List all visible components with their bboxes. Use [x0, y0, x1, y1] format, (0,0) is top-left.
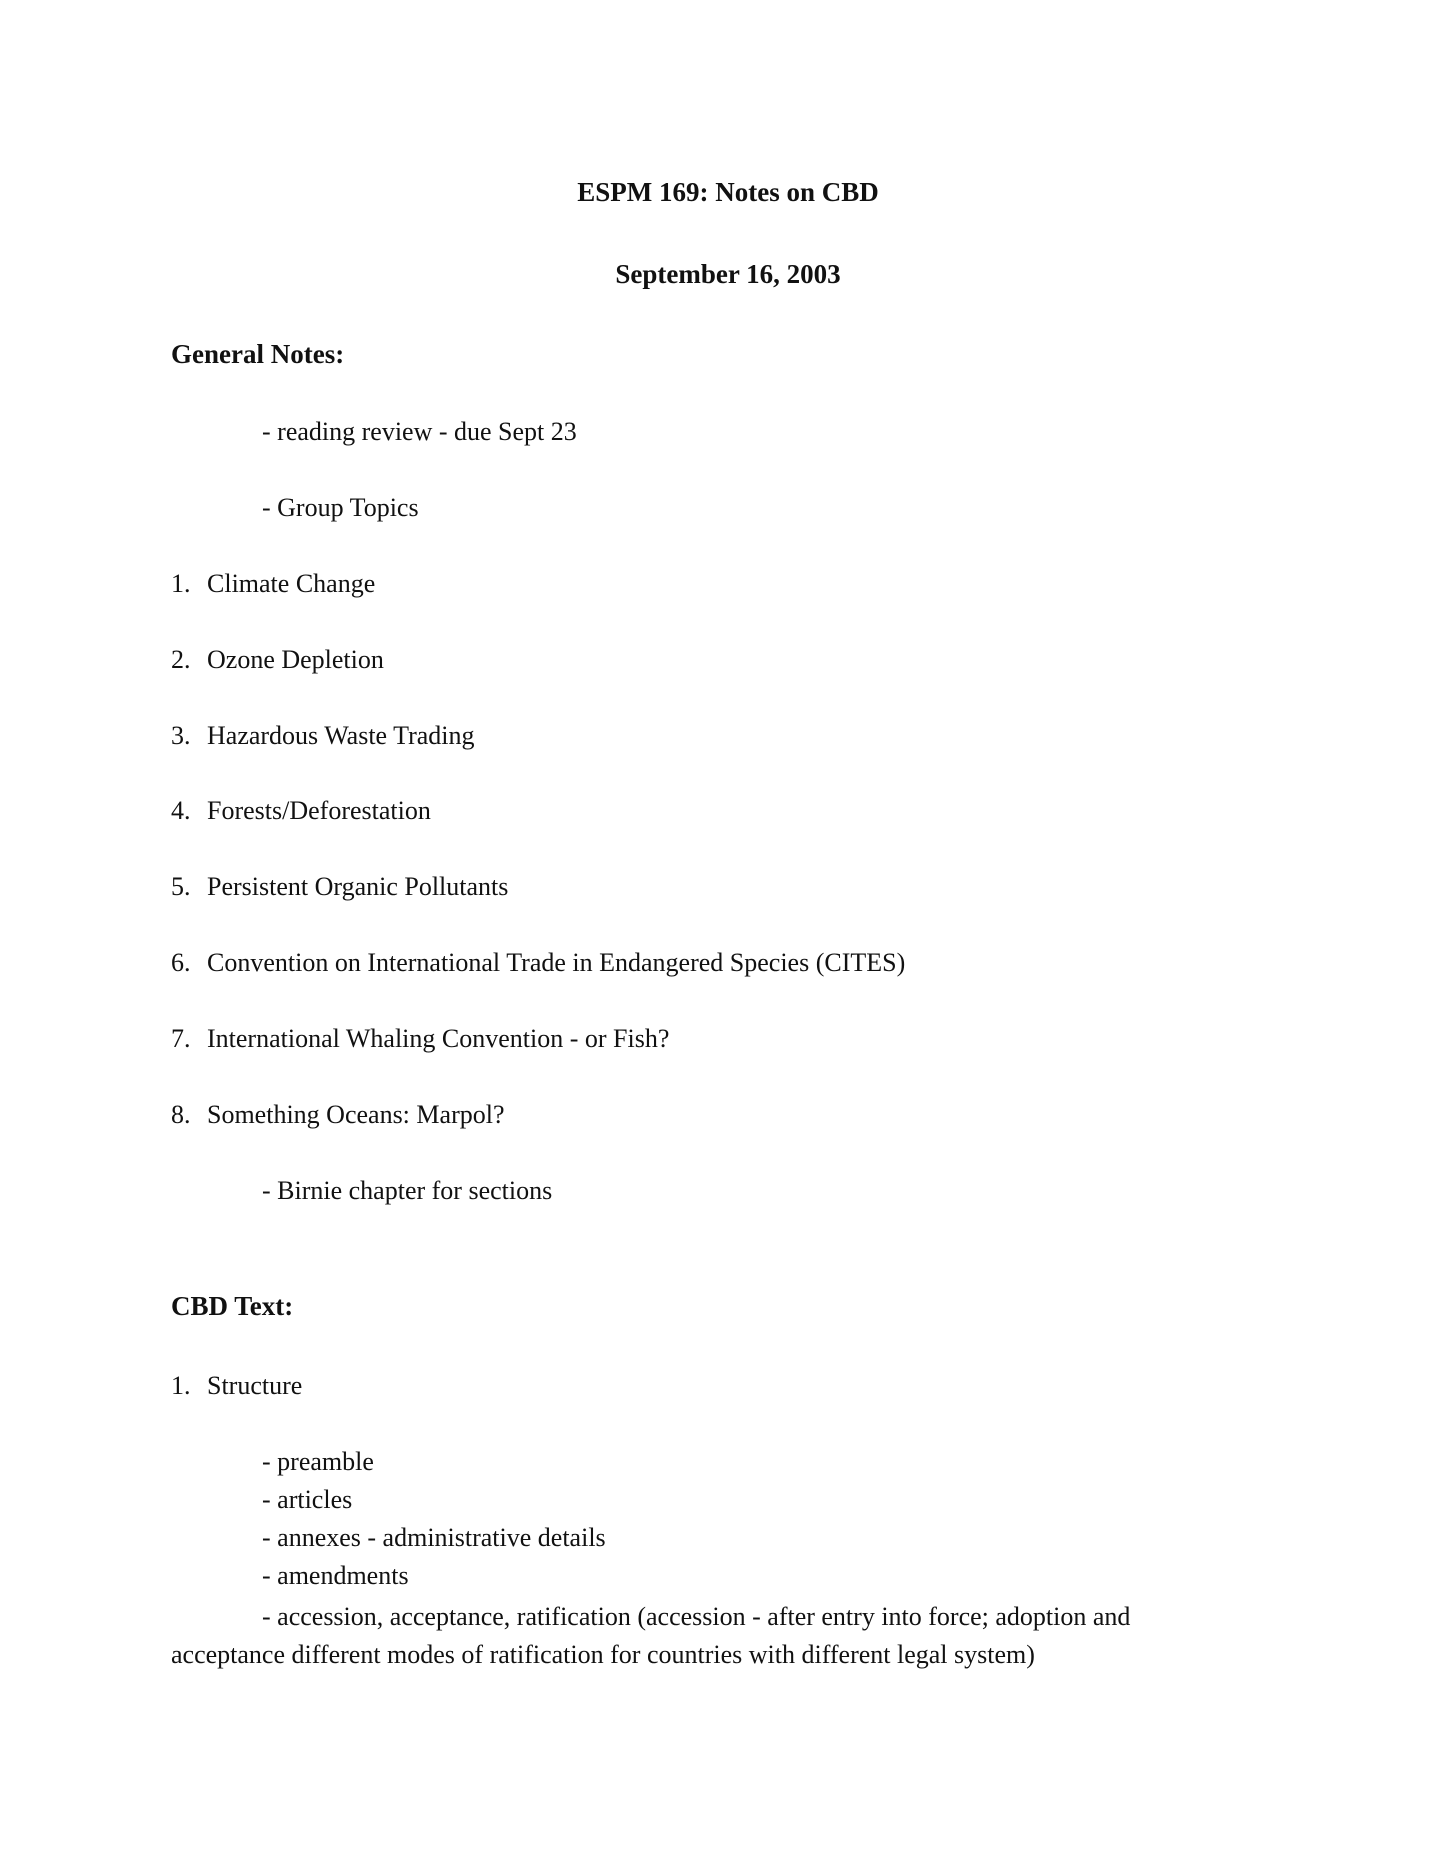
topic-number: 6. — [171, 948, 191, 977]
topic-text: Forests/Deforestation — [207, 796, 431, 825]
structure-bullet-articles: - articles — [262, 1485, 353, 1514]
topic-item — [171, 795, 431, 827]
structure-bullet-preamble: - preamble — [262, 1447, 374, 1476]
note-reading-review: - reading review - due Sept 23 — [262, 417, 577, 446]
general-notes-heading: General Notes: — [171, 339, 345, 369]
topic-item — [171, 644, 384, 676]
topic-item — [171, 947, 905, 979]
cbd-item-number: 1. — [171, 1371, 191, 1400]
structure-bullet-annexes: - annexes - administrative details — [262, 1523, 606, 1552]
document-title: ESPM 169: Notes on CBD — [577, 177, 879, 207]
note-group-topics: - Group Topics — [262, 493, 419, 522]
note-birnie-chapter: - Birnie chapter for sections — [262, 1176, 553, 1205]
topic-number: 1. — [171, 569, 191, 598]
cbd-item-text: Structure — [207, 1371, 303, 1400]
topic-text: Something Oceans: Marpol? — [207, 1100, 505, 1129]
topic-number: 8. — [171, 1100, 191, 1129]
topic-text: Climate Change — [207, 569, 376, 598]
document-date: September 16, 2003 — [615, 259, 841, 289]
topic-item — [171, 568, 375, 600]
topic-item — [171, 1023, 669, 1055]
cbd-item-structure — [171, 1370, 302, 1402]
topic-text: Hazardous Waste Trading — [207, 721, 475, 750]
topic-number: 4. — [171, 796, 191, 825]
topic-number: 5. — [171, 872, 191, 901]
topic-number: 7. — [171, 1024, 191, 1053]
topic-text: Convention on International Trade in Endangered Species (CITES) — [207, 948, 906, 977]
topic-text: International Whaling Convention - or Fish? — [207, 1024, 670, 1053]
accession-note: - accession, acceptance, ratification (accession - after entry into force; adoption and acceptance different modes of ratification for countries with different legal system) — [171, 1602, 1131, 1669]
structure-bullet-amendments: - amendments — [262, 1561, 409, 1590]
topic-number: 3. — [171, 721, 191, 750]
topic-text: Persistent Organic Pollutants — [207, 872, 509, 901]
cbd-text-heading: CBD Text: — [171, 1291, 294, 1321]
topic-item — [171, 720, 475, 752]
topic-item — [171, 871, 508, 903]
topic-item — [171, 1099, 505, 1131]
topic-number: 2. — [171, 645, 191, 674]
topic-text: Ozone Depletion — [207, 645, 384, 674]
